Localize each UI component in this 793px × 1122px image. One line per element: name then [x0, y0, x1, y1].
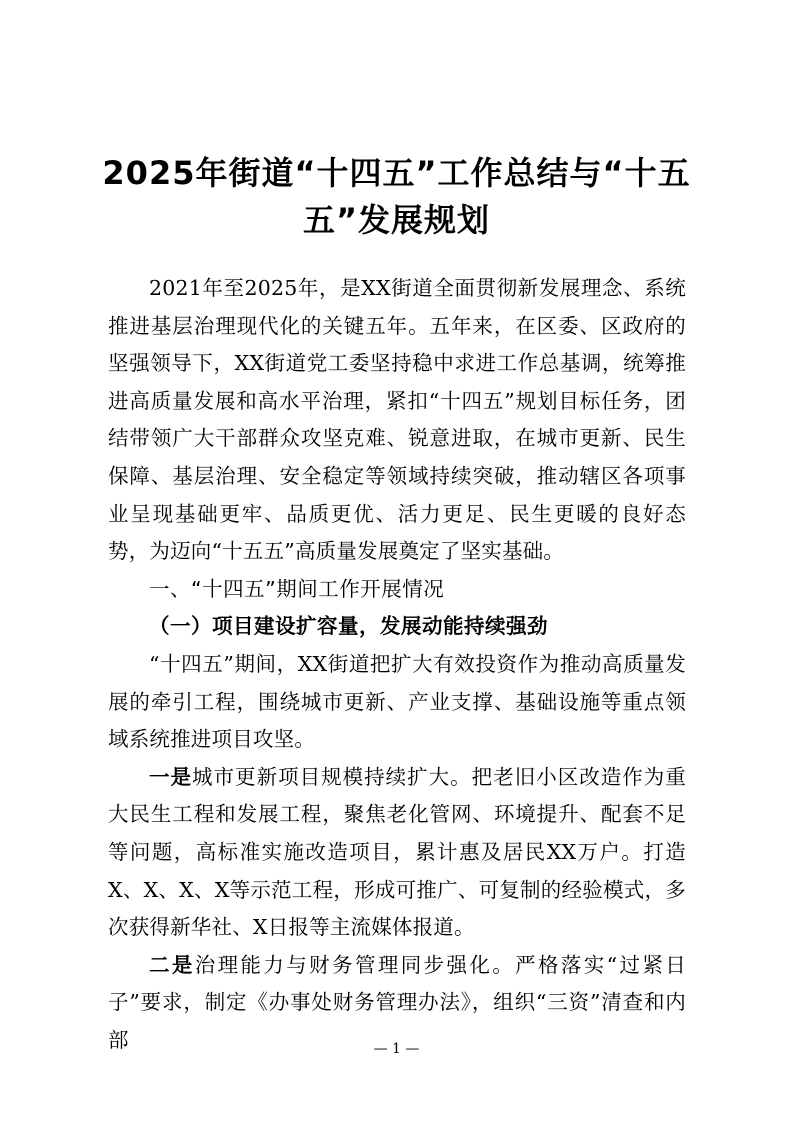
paragraph-3	[108, 759, 686, 947]
paragraph-4-text: 治理能力与财务管理同步强化。严格落实“过紧日子”要求，制定《办事处财务管理办法》，组织“三资”清查和内部	[108, 952, 686, 1052]
paragraph-3-lead: 一是	[149, 764, 193, 789]
paragraph-2: “十四五”期间，XX街道把扩大有效投资作为推动高质量发展的牵引工程，围绕城市更新、产业支撑、基础设施等重点领域系统推进项目攻坚。	[108, 651, 686, 752]
page-number: — 1 —	[373, 1041, 420, 1057]
intro-paragraph: 2021年至2025年，是XX街道全面贯彻新发展理念、系统推进基层治理现代化的关键五年。五年来，在区委、区政府的坚强领导下，XX街道党工委坚持稳中求进工作总基调，统筹推进高质量发展和高水平治理，紧扣“十四五”规划目标任务，团结带领广大干部群众攻坚克难、锐意进取，在城市更新、民生保障、基层治理、安全稳定等领域持续突破，推动辖区各项事业呈现基础更牢、品质更优、活力更足、民生更暖的良好态势，为迈向“十五五”高质量发展奠定了坚实基础。	[108, 276, 686, 564]
document-title: 2025年街道“十四五”工作总结与“十五五”发展规划	[102, 154, 691, 239]
subsection-heading-1: （一）项目建设扩容量，发展动能持续强劲	[149, 614, 548, 639]
section-heading-1: 一、“十四五”期间工作开展情况	[149, 576, 445, 601]
paragraph-3-text: 城市更新项目规模持续扩大。把老旧小区改造作为重大民生工程和发展工程，聚焦老化管网、环境提升、配套不足等问题，高标准实施改造项目，累计惠及居民XX万户。打造X、X、X、X等示范工程，形成可推广、可复制的经验模式，多次获得新华社、X日报等主流媒体报道。	[108, 764, 686, 940]
document-body	[108, 270, 686, 1059]
paragraph-4-lead: 二是	[149, 952, 195, 977]
